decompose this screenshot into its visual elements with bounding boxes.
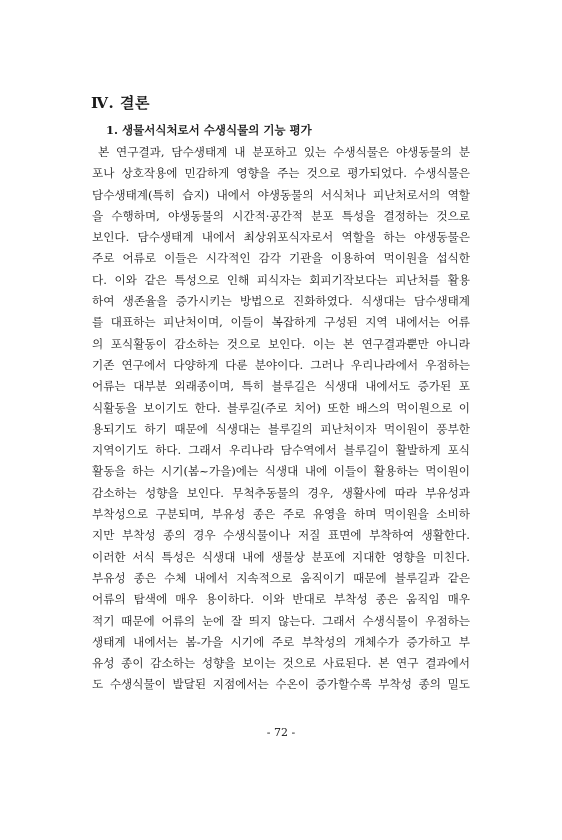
body-line: 본 연구결과, 담수생태계 내 분포하고 있는 수생식물은 야생동물의 분 (98, 145, 470, 159)
subsection-heading: 1. 생물서식처로서 수생식물의 기능 평가 (106, 123, 312, 137)
body-line: 보인다. 담수생태계 내에서 최상위포식자로서 역할을 하는 야생동물은 (92, 230, 470, 245)
body-line: 용되기도 하기 때문에 식생대는 블루길의 피난처이자 먹이원이 풍부한 (92, 421, 470, 436)
body-line: 적기 때문에 어류의 눈에 잘 띄지 않는다. 그래서 수생식물이 우점하는 (92, 613, 470, 628)
body-line: 포나 상호작용에 민감하게 영향을 주는 것으로 평가되었다. 수생식물은 (92, 166, 470, 181)
body-line: 을 수행하며, 야생동물의 시간적·공간적 분포 특성을 결정하는 것으로 (92, 208, 470, 223)
body-line: 를 대표하는 피난처이며, 이들이 복잡하게 구성된 지역 내에서는 어류 (92, 315, 470, 330)
body-paragraph (92, 142, 470, 696)
body-line: 부착성으로 구분되며, 부유성 종은 주로 유영을 하며 먹이원을 소비하 (92, 507, 470, 522)
body-line: 어류의 탐색에 매우 용이하다. 이와 반대로 부착성 종은 움직임 매우 (92, 592, 470, 607)
body-line: 주로 어류로 이들은 시각적인 감각 기관을 이용하여 먹이원을 섭식한 (92, 251, 470, 266)
body-line: 다. 이와 같은 특성으로 인해 피식자는 회피기작보다는 피난처를 활용 (92, 272, 470, 287)
body-line: 도 수생식물이 발달된 지점에서는 수온이 증가할수록 부착성 종의 밀도 (92, 677, 470, 692)
body-line: 이러한 서식 특성은 식생대 내에 생물상 분포에 지대한 영향을 미친다. (92, 549, 470, 564)
body-line: 담수생태계(특히 습지) 내에서 야생동물의 서식처나 피난처로서의 역할 (92, 187, 470, 202)
page-number: - 72 - (266, 726, 296, 739)
body-line: 유성 종이 감소하는 성향을 보이는 것으로 사료된다. 본 연구 결과에서 (92, 656, 470, 671)
body-line: 의 포식활동이 감소하는 것으로 보인다. 이는 본 연구결과뿐만 아니라 (92, 336, 470, 351)
body-line: 어류는 대부분 외래종이며, 특히 블루길은 식생대 내에서도 증가된 포 (92, 379, 470, 394)
body-line: 활동을 하는 시기(봄~가을)에는 식생대 내에 이들이 활용하는 먹이원이 (92, 464, 470, 479)
section-heading: Ⅳ. 결론 (91, 94, 150, 112)
body-line: 감소하는 성향을 보인다. 무척추동물의 경우, 생활사에 따라 부유성과 (92, 485, 470, 500)
body-line: 하여 생존율을 증가시키는 방법으로 진화하였다. 식생대는 담수생태계 (92, 294, 470, 309)
body-line: 식활동을 보이기도 한다. 블루길(주로 치어) 또한 배스의 먹이원으로 이 (92, 400, 470, 415)
body-line: 지만 부착성 종의 경우 수생식물이나 저질 표면에 부착하여 생활한다. (92, 528, 470, 543)
body-line: 지역이기도 하다. 그래서 우리나라 담수역에서 블루길이 활발하게 포식 (92, 443, 470, 458)
body-line: 생태계 내에서는 봄-가을 시기에 주로 부착성의 개체수가 증가하고 부 (92, 634, 470, 649)
body-line: 부유성 종은 수체 내에서 지속적으로 움직이기 때문에 블루길과 같은 (92, 570, 470, 585)
body-line: 기존 연구에서 다양하게 다룬 분야이다. 그러나 우리나라에서 우점하는 (92, 357, 470, 372)
